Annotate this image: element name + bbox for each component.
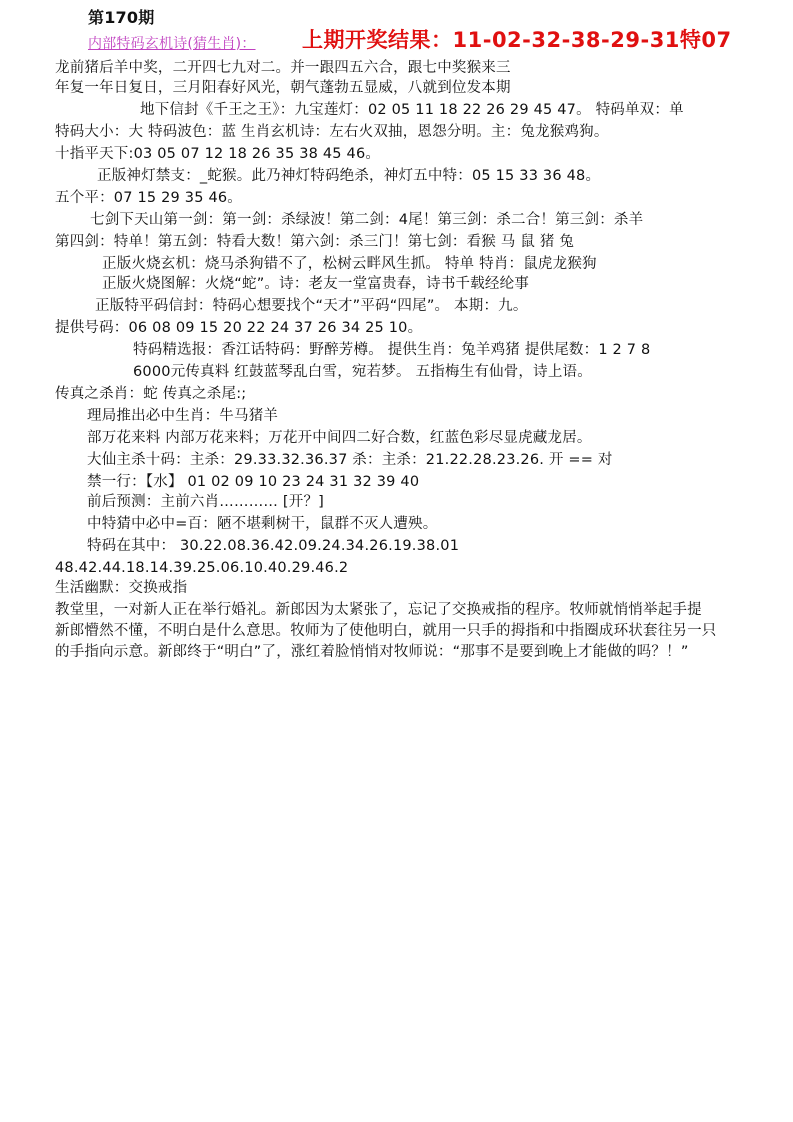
text-line: 提供号码：06 08 09 15 20 22 24 37 26 34 25 10。: [55, 320, 423, 336]
text-line: 前后预测：主前六肖………… [开？]: [87, 494, 325, 510]
text-line: 部万花来料 内部万花来料；万花开中间四二好合数，红蓝色彩尽显虎藏龙居。: [87, 430, 592, 446]
text-line: 十指平天下:03 05 07 12 18 26 35 38 45 46。: [55, 146, 381, 162]
text-line: 特码大小：大 特码波色：蓝 生肖玄机诗：左右火双抽，恩怨分明。主：兔龙猴鸡狗。: [55, 124, 609, 140]
text-line: 第四剑：特单！第五剑：特看大数！第六剑：杀三门！第七剑：看猴 马 鼠 猪 兔: [55, 234, 575, 250]
text-line: 七剑下天山第一剑：第一剑：杀绿波！第二剑：4尾！第三剑：杀二合！第三剑：杀羊: [90, 212, 644, 228]
text-line: 年复一年日复日，三月阳春好风光，朝气蓬勃五显威，八就到位发本期: [55, 80, 511, 96]
text-line: 新郎懵然不懂，不明白是什么意思。牧师为了使他明白，就用一只手的拇指和中指圈成环状套往另一只: [55, 623, 717, 639]
text-line: 6000元传真料 红鼓蓝琴乱白雪，宛若梦。 五指梅生有仙骨，诗上语。: [133, 364, 592, 380]
text-line: 特码精选报：香江话特码：野醉芳樽。 提供生肖：兔羊鸡猪 提供尾数：1 2 7 8: [133, 342, 651, 358]
text-line: 生活幽默：交换戒指: [55, 580, 188, 596]
text-line: 教堂里，一对新人正在举行婚礼。新郎因为太紧张了，忘记了交换戒指的程序。牧师就悄悄举起手提: [55, 602, 702, 618]
text-line: 理局推出必中生肖：牛马猪羊: [87, 408, 279, 424]
text-line: 48.42.44.18.14.39.25.06.10.40.29.46.2: [55, 560, 349, 576]
text-line: 大仙主杀十码：主杀：29.33.32.36.37 杀：主杀：21.22.28.23.26. 开 == 对: [87, 452, 613, 468]
text-line: 正版神灯禁支：_蛇猴。此乃神灯特码绝杀，神灯五中特：05 15 33 36 48。: [97, 168, 601, 184]
subtitle-link[interactable]: 内部特码玄机诗(猜生肖)：: [88, 36, 256, 52]
result-label: 上期开奖结果：: [302, 28, 453, 52]
text-line: 中特猜中必中=百：陋不堪剩树干，鼠群不灭人遭殃。: [87, 516, 438, 532]
text-line: 龙前猪后羊中奖，二开四七九对二。并一跟四五六合，跟七中奖猴来三: [55, 60, 511, 76]
text-line: 特码在其中： 30.22.08.36.42.09.24.34.26.19.38.01: [87, 538, 460, 554]
text-line: 正版火烧玄机：烧马杀狗错不了，松树云畔风生抓。 特单 特肖：鼠虎龙猴狗: [102, 256, 597, 272]
result-heading: [302, 30, 732, 50]
text-line: 传真之杀肖：蛇 传真之杀尾:;: [55, 386, 247, 402]
text-line: 正版特平码信封：特码心想要找个“天才”平码“四尾”。 本期：九。: [95, 298, 528, 314]
text-line: 禁一行：【水】 01 02 09 10 23 24 31 32 39 40: [87, 474, 420, 490]
issue-number: 第170期: [88, 8, 155, 27]
text-line: 五个平：07 15 29 35 46。: [55, 190, 242, 206]
text-line: 正版火烧图解：火烧“蛇”。诗：老友一堂富贵春，诗书千载经纶事: [102, 276, 530, 292]
text-line: 地下信封《千王之王》：九宝莲灯：02 05 11 18 22 26 29 45 47。 特码单双：单: [140, 102, 684, 118]
result-numbers: 11-02-32-38-29-31特07: [452, 28, 732, 52]
text-line: 的手指向示意。新郎终于“明白”了，涨红着脸悄悄对牧师说：“那事不是要到晚上才能做的吗？！”: [55, 644, 689, 660]
